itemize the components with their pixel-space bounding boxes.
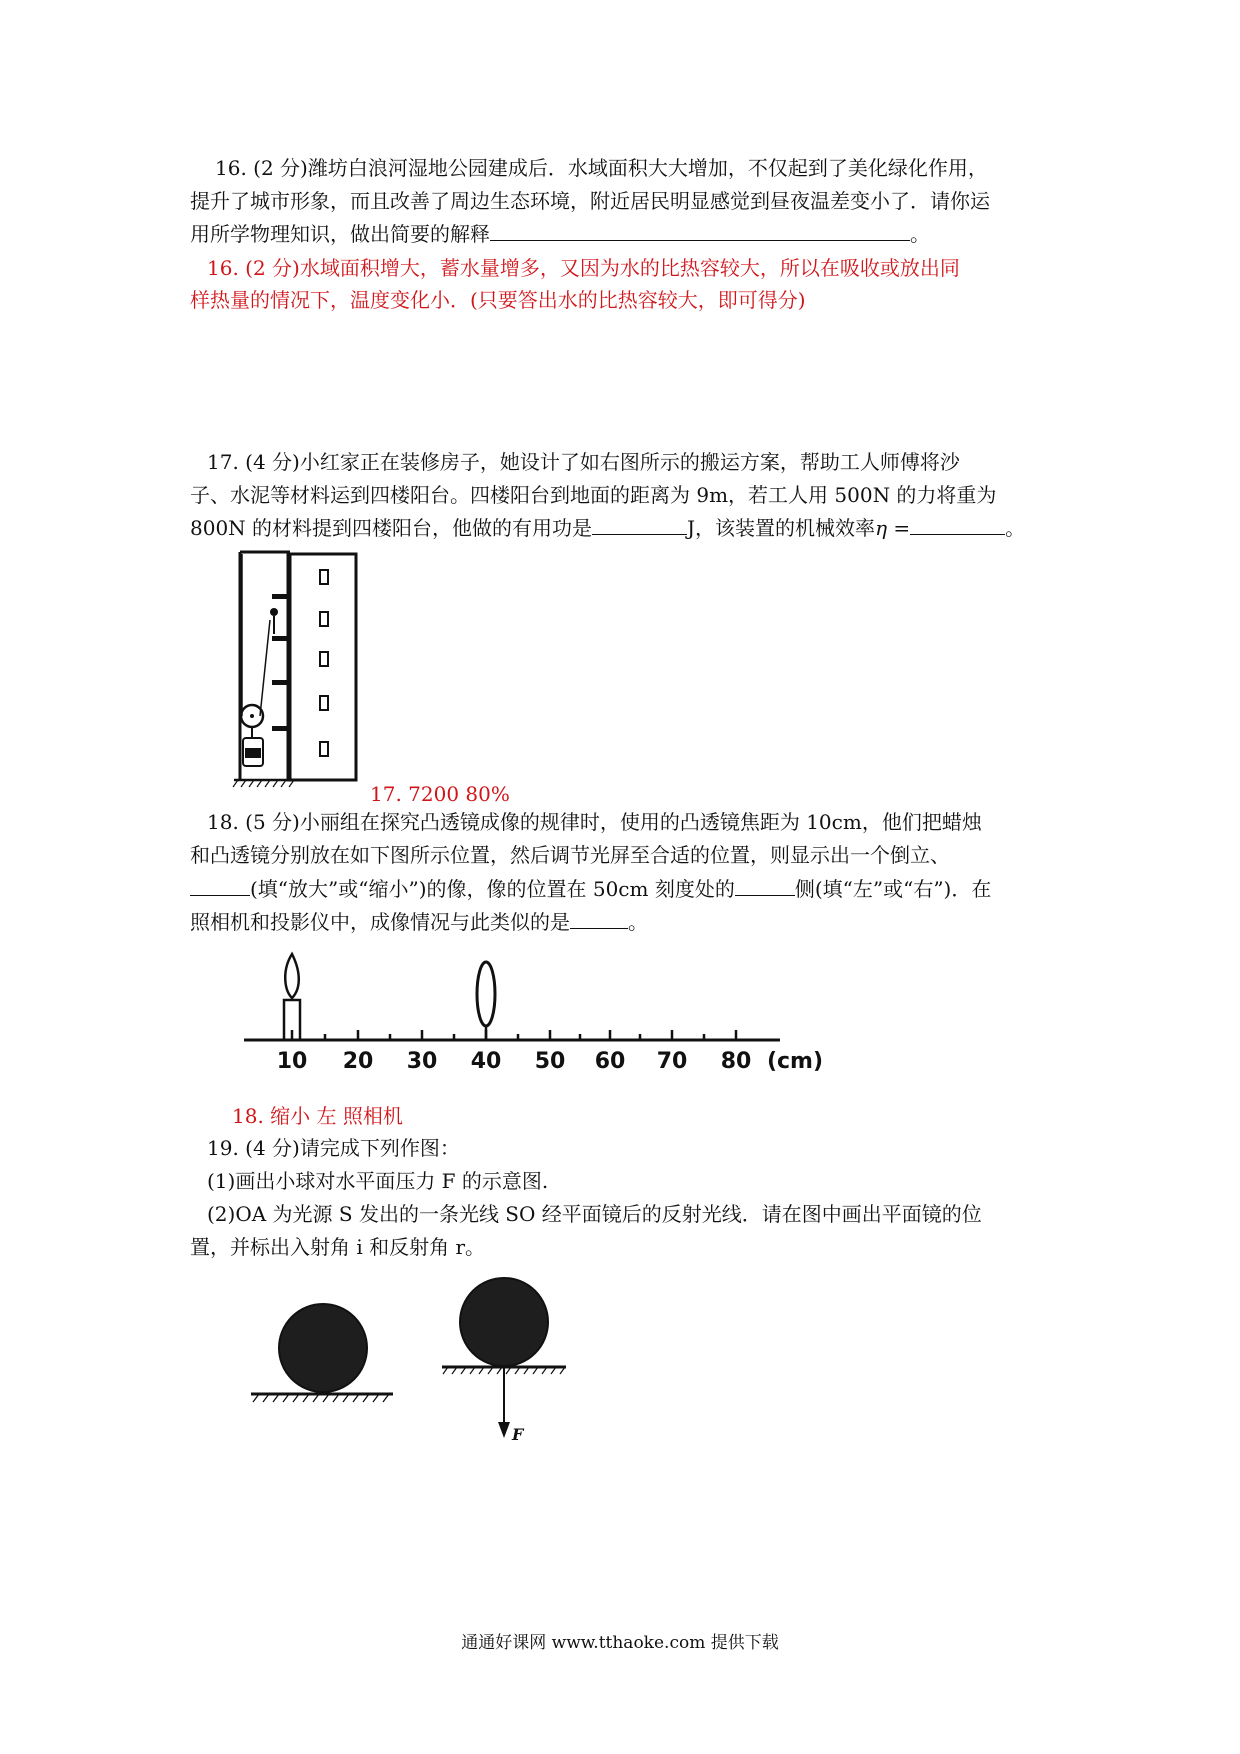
q19-line-3: (2)OA 为光源 S 发出的一条光线 SO 经平面镜后的反射光线．请在图中画出平面镜的位	[207, 1202, 982, 1226]
answer-blank	[490, 218, 910, 241]
tick-label-10: 10	[276, 1049, 308, 1074]
q18-line-4-a: 照相机和投影仪中，成像情况与此类似的是	[190, 910, 570, 934]
tick-label-50: 50	[534, 1049, 566, 1074]
answer-blank	[910, 512, 1005, 535]
answer-blank	[190, 873, 250, 896]
q17-line-2: 子、水泥等材料运到四楼阳台。四楼阳台到地面的距离为 9m，若工人用 500N 的力将重为	[190, 483, 997, 507]
q18-line-1: 18. (5 分)小丽组在探究凸透镜成像的规律时，使用的凸透镜焦距为 10cm，他们把蜡烛	[207, 810, 982, 834]
tick-label-30: 30	[406, 1049, 438, 1074]
q19-line-4: 置，并标出入射角 i 和反射角 r。	[190, 1235, 486, 1259]
tick-label-80: 80	[720, 1049, 752, 1074]
eta-symbol: η	[875, 516, 888, 540]
tick-label-20: 20	[342, 1049, 374, 1074]
q19-line-1: 19. (4 分)请完成下列作图：	[207, 1136, 460, 1160]
q17-line-3-b: J，该装置的机械效率	[687, 516, 876, 540]
page-footer: 通通好课网 www.tthaoke.com 提供下载	[461, 1633, 779, 1653]
q18-line-3	[190, 873, 1060, 906]
q18-line-2: 和凸透镜分别放在如下图所示位置，然后调节光屏至合适的位置，则显示出一个倒立、	[190, 843, 950, 867]
q16-line-2: 提升了城市形象，而且改善了周边生态环境，附近居民明显感觉到昼夜温差变小了．请你运	[190, 189, 990, 213]
force-label: F	[512, 1425, 524, 1444]
answer-blank	[592, 512, 687, 535]
answer-blank	[735, 873, 795, 896]
tick-label-40: 40	[470, 1049, 502, 1074]
tick-label-60: 60	[594, 1049, 626, 1074]
q19-line-2: (1)画出小球对水平面压力 F 的示意图.	[207, 1169, 549, 1193]
answer-blank	[570, 906, 628, 929]
q17-line-1: 17. (4 分)小红家正在装修房子，她设计了如右图所示的搬运方案，帮助工人师傅将沙	[207, 450, 960, 474]
q18-line-4-end: 。	[628, 910, 648, 934]
ball-force-answer-figure	[440, 1274, 580, 1449]
ruler-unit: (cm)	[766, 1049, 824, 1074]
q18-line-3-a: (填“放大”或“缩小”)的像，像的位置在 50cm 刻度处的	[250, 877, 735, 901]
q16-line-3-text: 用所学物理知识，做出简要的解释	[190, 222, 490, 246]
q17-line-3	[190, 512, 1060, 545]
q18-line-4	[190, 906, 1060, 939]
q17-line-3-c: =	[887, 516, 911, 540]
q17-line-3-end: 。	[1005, 516, 1026, 540]
q17-answer: 17. 7200 80%	[370, 782, 510, 806]
pulley-building-figure	[230, 548, 365, 788]
q16-answer-line-1: 16. (2 分)水域面积增大，蓄水量增多，又因为水的比热容较大，所以在吸收或放出同	[207, 256, 960, 280]
q16-line-1: 16. (2 分)潍坊白浪河湿地公园建成后．水域面积大大增加，不仅起到了美化绿化作用，	[215, 156, 988, 180]
ball-on-surface-figure	[245, 1298, 395, 1423]
tick-label-70: 70	[656, 1049, 688, 1074]
q17-line-3-a: 800N 的材料提到四楼阳台，他做的有用功是	[190, 516, 593, 540]
q18-answer: 18. 缩小 左 照相机	[232, 1104, 403, 1128]
q16-line-3	[190, 218, 1060, 251]
q18-line-3-b: 侧(填“左”或“右”)．在	[794, 877, 992, 901]
optical-bench-figure	[240, 950, 840, 1075]
q16-line-3-end: 。	[910, 222, 930, 246]
q16-answer-line-2: 样热量的情况下，温度变化小．(只要答出水的比热容较大，即可得分)	[190, 288, 806, 312]
